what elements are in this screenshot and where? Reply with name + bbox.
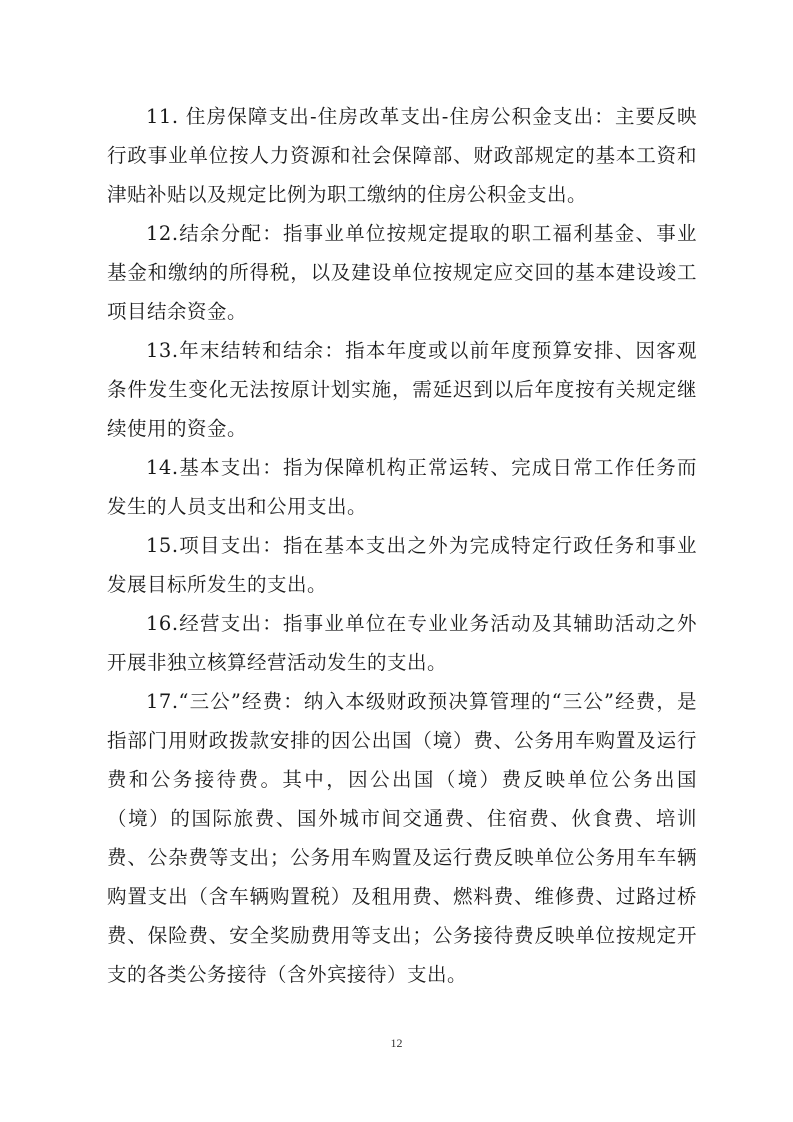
paragraph-13: 13.年末结转和结余：指本年度或以前年度预算安排、因客观条件发生变化无法按原计划实施，需延迟到以后年度按有关规定继续使用的资金。 xyxy=(107,339,697,440)
paragraph-12: 12.结余分配：指事业单位按规定提取的职工福利基金、事业基金和缴纳的所得税，以及建设单位按规定应交回的基本建设竣工项目结余资金。 xyxy=(107,222,697,323)
paragraph-15: 15.项目支出：指在基本支出之外为完成特定行政任务和事业发展目标所发生的支出。 xyxy=(107,534,697,596)
page-number: 12 xyxy=(390,1036,403,1050)
paragraph-16: 16.经营支出：指事业单位在专业业务活动及其辅助活动之外开展非独立核算经营活动发生的支出。 xyxy=(107,612,697,674)
paragraph-11: 11. 住房保障支出-住房改革支出-住房公积金支出：主要反映行政事业单位按人力资源和社会保障部、财政部规定的基本工资和津贴补贴以及规定比例为职工缴纳的住房公积金支出。 xyxy=(107,105,697,206)
body-text xyxy=(107,97,697,994)
paragraph-17: 17.“三公”经费：纳入本级财政预决算管理的“三公”经费，是指部门用财政拨款安排的因公出国（境）费、公务用车购置及运行费和公务接待费。其中，因公出国（境）费反映单位公务出国（境）的国际旅费、国外城市间交通费、住宿费、伙食费、培训费、公杂费等支出；公务用车购置及运行费反映单位公务用车车辆购置支出（含车辆购置税）及租用费、燃料费、维修费、过路过桥费、保险费、安全奖励费用等支出；公务接待费反映单位按规定开支的各类公务接待（含外宾接待）支出。 xyxy=(107,690,697,986)
paragraph-14: 14.基本支出：指为保障机构正常运转、完成日常工作任务而发生的人员支出和公用支出。 xyxy=(107,456,697,518)
